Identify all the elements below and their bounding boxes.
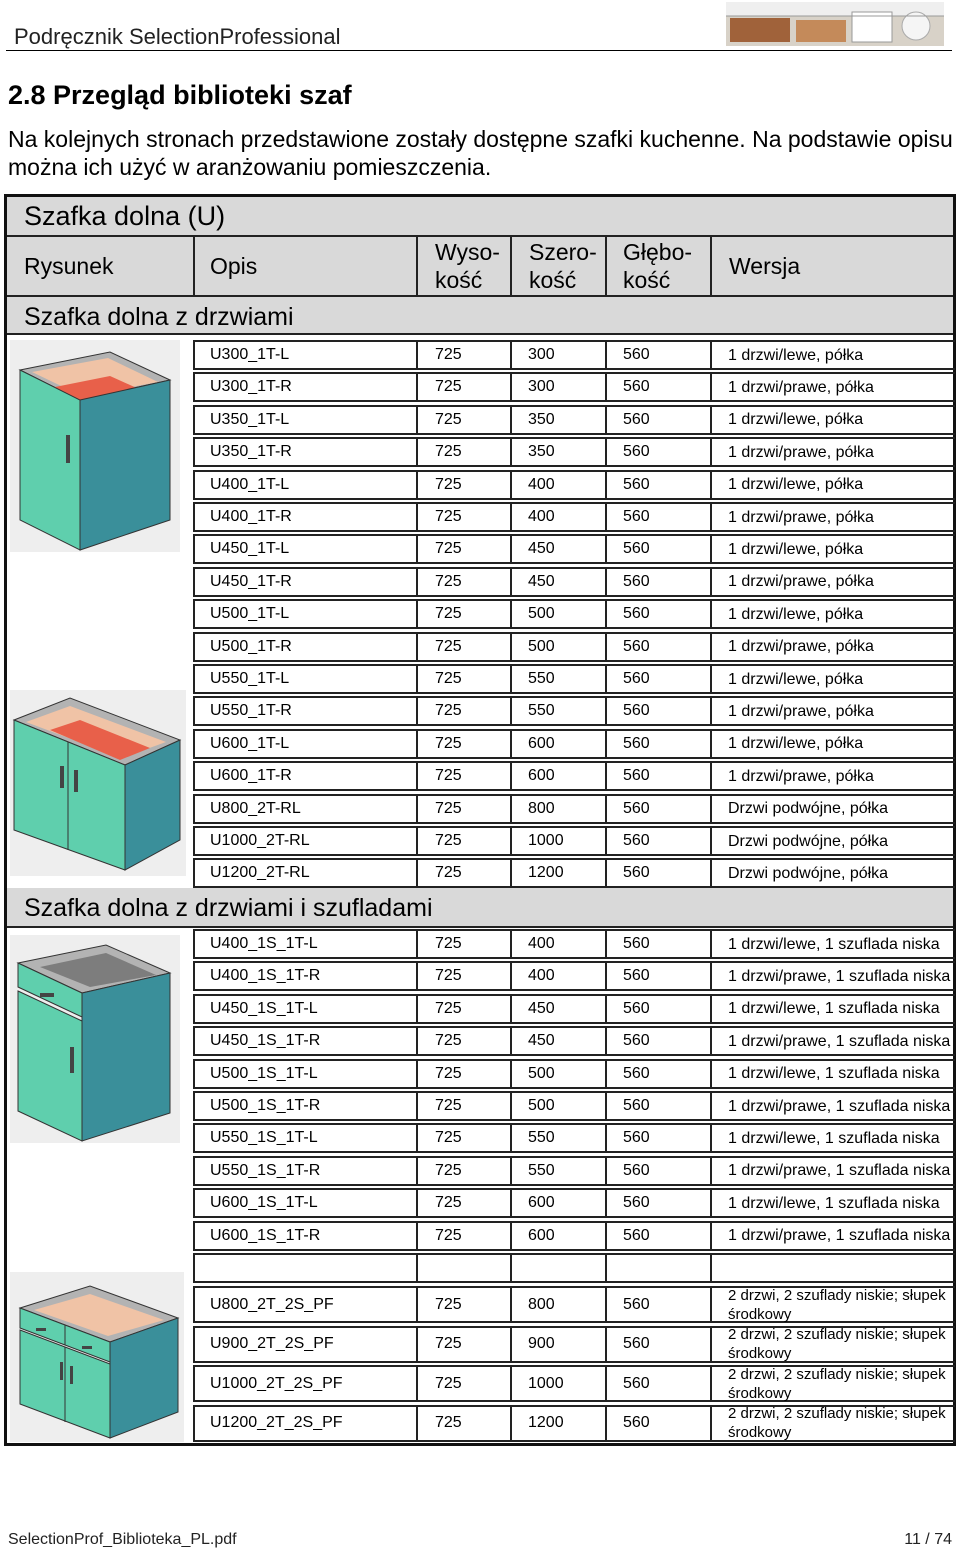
- group-rule: [7, 926, 953, 928]
- cell-width: 500: [528, 637, 555, 655]
- cell-version: Drzwi podwójne, półka: [728, 800, 889, 818]
- header-divider: [710, 237, 712, 295]
- cell-depth: 560: [623, 767, 650, 785]
- table-row: [193, 534, 955, 564]
- cell-width: 450: [528, 540, 555, 558]
- cell-width: 800: [528, 1295, 555, 1313]
- cell-description: U300_1T-L: [210, 346, 290, 363]
- cell-depth: 560: [623, 1129, 650, 1147]
- cell-description: U550_1S_1T-L: [210, 1129, 318, 1147]
- cell-description: U900_2T_2S_PF: [210, 1335, 334, 1352]
- cell-version: 1 drzwi/lewe, półka: [728, 476, 864, 494]
- cell-height: 725: [435, 1032, 462, 1050]
- cell-height: 725: [435, 864, 462, 882]
- cell-description: U550_1T-L: [210, 670, 290, 687]
- cell-description: U400_1S_1T-R: [210, 967, 321, 985]
- cell-height: 725: [435, 832, 462, 849]
- cell-description: U1000_2T-RL: [210, 832, 310, 849]
- cell-description: U450_1S_1T-L: [210, 999, 318, 1017]
- cell-depth: 560: [623, 410, 650, 428]
- cell-depth: 560: [623, 1064, 650, 1082]
- cell-description: U600_1S_1T-L: [210, 1194, 318, 1212]
- cell-depth: 560: [623, 999, 650, 1017]
- cell-version: 2 drzwi, 2 szuflady niskie; słupek środkowy: [728, 1286, 946, 1323]
- cell-version: 1 drzwi/lewe, półka: [728, 411, 864, 429]
- cell-description: U500_1S_1T-R: [210, 1097, 321, 1114]
- cell-description: U800_2T-RL: [210, 799, 301, 817]
- table-row: [193, 1365, 955, 1402]
- cell-depth: 560: [623, 1097, 650, 1114]
- table-row: [193, 502, 955, 532]
- table-row: [193, 372, 955, 402]
- cell-height: 725: [435, 1194, 462, 1212]
- cell-version: 1 drzwi/lewe, 1 szuflada niska: [728, 1194, 940, 1212]
- cell-height: 725: [435, 799, 462, 817]
- cell-version: 1 drzwi/prawe, 1 szuflada niska: [728, 1032, 951, 1050]
- table-row: [193, 599, 955, 629]
- cell-height: 725: [435, 1374, 462, 1392]
- cell-version: 1 drzwi/prawe, półka: [728, 573, 874, 591]
- cell-depth: 560: [623, 702, 650, 720]
- cell-width: 500: [528, 1097, 555, 1114]
- cabinet-door-drawer-image: [10, 935, 180, 1143]
- table-row: [193, 470, 955, 500]
- cell-height: 725: [435, 734, 462, 752]
- cell-version: 1 drzwi/prawe, półka: [728, 443, 874, 461]
- cell-description: U1200_2T_2S_PF: [210, 1414, 343, 1431]
- cell-height: 725: [435, 1335, 462, 1352]
- table-row: [193, 761, 955, 791]
- cell-depth: 560: [623, 967, 650, 985]
- table-row: [193, 994, 955, 1024]
- cell-width: 500: [528, 605, 555, 623]
- table-row: [193, 1188, 955, 1218]
- cabinet-2door-2drawer-image: [10, 1272, 184, 1442]
- col-width: Szero- kość: [529, 239, 597, 293]
- cell-height: 725: [435, 967, 462, 985]
- table-row: [193, 826, 955, 856]
- table-row: [193, 1156, 955, 1186]
- cell-version: 1 drzwi/prawe, półka: [728, 702, 874, 720]
- cell-width: 450: [528, 572, 555, 590]
- cell-version: 1 drzwi/lewe, półka: [728, 735, 864, 753]
- cell-width: 800: [528, 799, 555, 817]
- cell-width: 300: [528, 378, 555, 396]
- intro-paragraph: Na kolejnych stronach przedstawione zostały dostępne szafki kuchenne. Na podstawie opisu można ich użyć w aranżowaniu pomieszczenia.: [8, 126, 953, 180]
- cell-width: 550: [528, 1129, 555, 1147]
- header-rule: [6, 50, 952, 51]
- cell-description: U450_1S_1T-R: [210, 1032, 321, 1050]
- kitchen-header-image: [726, 2, 944, 46]
- table-row: [193, 405, 955, 435]
- cell-description: U400_1T-R: [210, 508, 292, 525]
- cell-width: 1000: [528, 832, 564, 849]
- cell-height: 725: [435, 346, 462, 363]
- cell-description: U550_1T-R: [210, 702, 292, 720]
- cell-width: 600: [528, 1194, 555, 1212]
- cell-description: U800_2T_2S_PF: [210, 1295, 334, 1313]
- cell-height: 725: [435, 702, 462, 720]
- cell-width: 550: [528, 702, 555, 720]
- cell-width: 1000: [528, 1374, 564, 1392]
- cell-height: 725: [435, 1129, 462, 1147]
- cell-description: U500_1T-L: [210, 605, 290, 623]
- cell-depth: 560: [623, 1414, 650, 1431]
- table-row: [193, 729, 955, 759]
- cell-border: [710, 1253, 955, 1283]
- table-row: [193, 696, 955, 726]
- cell-description: U550_1S_1T-R: [210, 1161, 321, 1179]
- table-row: [193, 1405, 955, 1442]
- cell-depth: 560: [623, 1226, 650, 1244]
- header-divider: [510, 237, 512, 295]
- table-caption: Szafka dolna (U): [24, 201, 226, 231]
- cell-description: U450_1T-R: [210, 572, 292, 590]
- cell-depth: 560: [623, 540, 650, 558]
- table-row: [193, 632, 955, 662]
- cell-version: 1 drzwi/lewe, 1 szuflada niska: [728, 1129, 940, 1147]
- table-row: [193, 1123, 955, 1153]
- cell-version: Drzwi podwójne, półka: [728, 864, 889, 882]
- cell-width: 350: [528, 443, 555, 461]
- cell-depth: 560: [623, 1335, 650, 1352]
- cell-version: 2 drzwi, 2 szuflady niskie; słupek środkowy: [728, 1326, 946, 1362]
- cell-height: 725: [435, 1097, 462, 1114]
- cell-depth: 560: [623, 935, 650, 952]
- cell-description: U300_1T-R: [210, 378, 292, 396]
- table-row: [193, 1059, 955, 1089]
- cell-description: U450_1T-L: [210, 540, 290, 558]
- cell-width: 400: [528, 967, 555, 985]
- cell-description: U350_1T-L: [210, 410, 290, 428]
- table-row: [193, 929, 955, 959]
- cell-width: 600: [528, 1226, 555, 1244]
- cell-width: 400: [528, 935, 555, 952]
- cell-version: 1 drzwi/lewe, 1 szuflada niska: [728, 1065, 940, 1083]
- cell-height: 725: [435, 1295, 462, 1313]
- cell-border: [510, 1253, 605, 1283]
- cell-depth: 560: [623, 799, 650, 817]
- cell-depth: 560: [623, 670, 650, 687]
- header-divider: [605, 237, 607, 295]
- cell-height: 725: [435, 670, 462, 687]
- cell-depth: 560: [623, 508, 650, 525]
- header-divider: [193, 237, 195, 295]
- cell-width: 1200: [528, 864, 564, 882]
- cell-depth: 560: [623, 572, 650, 590]
- table-row: [193, 1286, 955, 1323]
- cell-width: 900: [528, 1335, 555, 1352]
- cell-description: U400_1T-L: [210, 475, 290, 493]
- cell-description: U600_1S_1T-R: [210, 1226, 321, 1244]
- document-header-title: Podręcznik SelectionProfessional: [14, 24, 341, 49]
- table-row: [193, 567, 955, 597]
- cell-width: 1200: [528, 1414, 564, 1431]
- cell-width: 600: [528, 767, 555, 785]
- cell-version: 1 drzwi/lewe, półka: [728, 346, 864, 364]
- cell-description: U350_1T-R: [210, 443, 292, 461]
- cell-depth: 560: [623, 864, 650, 882]
- cell-width: 400: [528, 508, 555, 525]
- cell-depth: 560: [623, 1374, 650, 1392]
- table-row: [193, 961, 955, 991]
- cell-border: [416, 1253, 510, 1283]
- cell-height: 725: [435, 1064, 462, 1082]
- cell-height: 725: [435, 935, 462, 952]
- cell-description: U1000_2T_2S_PF: [210, 1374, 343, 1392]
- col-drawing: Rysunek: [24, 253, 114, 279]
- cell-version: 1 drzwi/prawe, 1 szuflada niska: [728, 1227, 951, 1245]
- cell-height: 725: [435, 1226, 462, 1244]
- cell-width: 550: [528, 670, 555, 687]
- table-row: [193, 794, 955, 824]
- col-version: Wersja: [729, 253, 801, 279]
- cell-height: 725: [435, 767, 462, 785]
- cell-height: 725: [435, 443, 462, 461]
- cell-height: 725: [435, 410, 462, 428]
- cell-height: 725: [435, 999, 462, 1017]
- header-divider: [416, 237, 418, 295]
- cabinet-single-door-image: [10, 340, 180, 552]
- cell-height: 725: [435, 1414, 462, 1431]
- cell-height: 725: [435, 605, 462, 623]
- cell-height: 725: [435, 378, 462, 396]
- cell-depth: 560: [623, 637, 650, 655]
- cell-depth: 560: [623, 475, 650, 493]
- cell-depth: 560: [623, 605, 650, 623]
- cell-version: 1 drzwi/lewe, półka: [728, 670, 864, 688]
- group-rule: [7, 333, 953, 335]
- cell-version: 1 drzwi/prawe, półka: [728, 767, 874, 785]
- cell-height: 725: [435, 475, 462, 493]
- cell-version: 1 drzwi/prawe, 1 szuflada niska: [728, 967, 951, 985]
- cell-depth: 560: [623, 1161, 650, 1179]
- cell-depth: 560: [623, 734, 650, 752]
- table-row: [193, 1326, 955, 1363]
- cell-version: 1 drzwi/lewe, półka: [728, 605, 864, 623]
- table-row-empty: [193, 1253, 955, 1283]
- cell-height: 725: [435, 508, 462, 525]
- cell-border: [193, 1253, 416, 1283]
- cell-width: 400: [528, 475, 555, 493]
- table-row: [193, 664, 955, 694]
- cell-version: 1 drzwi/prawe, półka: [728, 378, 874, 396]
- cell-version: 1 drzwi/lewe, 1 szuflada niska: [728, 935, 940, 953]
- cell-depth: 560: [623, 832, 650, 849]
- cell-width: 450: [528, 1032, 555, 1050]
- table-row: [193, 437, 955, 467]
- cell-version: 2 drzwi, 2 szuflady niskie; słupek środkowy: [728, 1365, 946, 1402]
- cell-description: U400_1S_1T-L: [210, 935, 318, 952]
- cell-depth: 560: [623, 1194, 650, 1212]
- cell-version: 1 drzwi/lewe, półka: [728, 540, 864, 558]
- cell-width: 600: [528, 734, 555, 752]
- cell-depth: 560: [623, 1032, 650, 1050]
- cell-version: 1 drzwi/prawe, półka: [728, 508, 874, 526]
- cell-width: 450: [528, 999, 555, 1017]
- cell-width: 350: [528, 410, 555, 428]
- footer-page-number: 11 / 74: [904, 1531, 952, 1548]
- col-description: Opis: [210, 253, 258, 279]
- cell-border: [605, 1253, 710, 1283]
- section-title: 2.8 Przegląd biblioteki szaf: [8, 80, 352, 110]
- cell-description: U1200_2T-RL: [210, 864, 310, 882]
- cell-version: Drzwi podwójne, półka: [728, 832, 889, 850]
- cabinet-double-door-image: [10, 690, 186, 876]
- cell-version: 1 drzwi/prawe, 1 szuflada niska: [728, 1162, 951, 1180]
- table-row: [193, 858, 955, 888]
- cell-width: 550: [528, 1161, 555, 1179]
- cell-description: U600_1T-L: [210, 734, 290, 752]
- cell-depth: 560: [623, 443, 650, 461]
- col-depth: Głębo- kość: [623, 239, 693, 293]
- cell-version: 1 drzwi/lewe, 1 szuflada niska: [728, 1000, 940, 1018]
- table-row: [193, 1221, 955, 1251]
- cell-height: 725: [435, 637, 462, 655]
- cell-width: 300: [528, 346, 555, 363]
- cell-depth: 560: [623, 1295, 650, 1313]
- cell-height: 725: [435, 1161, 462, 1179]
- cell-version: 2 drzwi, 2 szuflady niskie; słupek środkowy: [728, 1405, 946, 1441]
- cell-height: 725: [435, 572, 462, 590]
- cell-version: 1 drzwi/prawe, półka: [728, 638, 874, 656]
- table-row: [193, 340, 955, 370]
- footer-filename: SelectionProf_Biblioteka_PL.pdf: [8, 1531, 237, 1548]
- cell-description: U500_1S_1T-L: [210, 1064, 318, 1082]
- cell-depth: 560: [623, 378, 650, 396]
- cell-height: 725: [435, 540, 462, 558]
- table-row: [193, 1026, 955, 1056]
- group-title-doors: Szafka dolna z drzwiami: [24, 303, 294, 331]
- cell-description: U600_1T-R: [210, 767, 292, 785]
- cell-width: 500: [528, 1064, 555, 1082]
- cell-description: U500_1T-R: [210, 637, 292, 655]
- group-title-drawers: Szafka dolna z drzwiami i szufladami: [24, 894, 433, 922]
- cell-depth: 560: [623, 346, 650, 363]
- col-height: Wyso- kość: [435, 239, 500, 293]
- table-row: [193, 1091, 955, 1121]
- cell-version: 1 drzwi/prawe, 1 szuflada niska: [728, 1097, 951, 1115]
